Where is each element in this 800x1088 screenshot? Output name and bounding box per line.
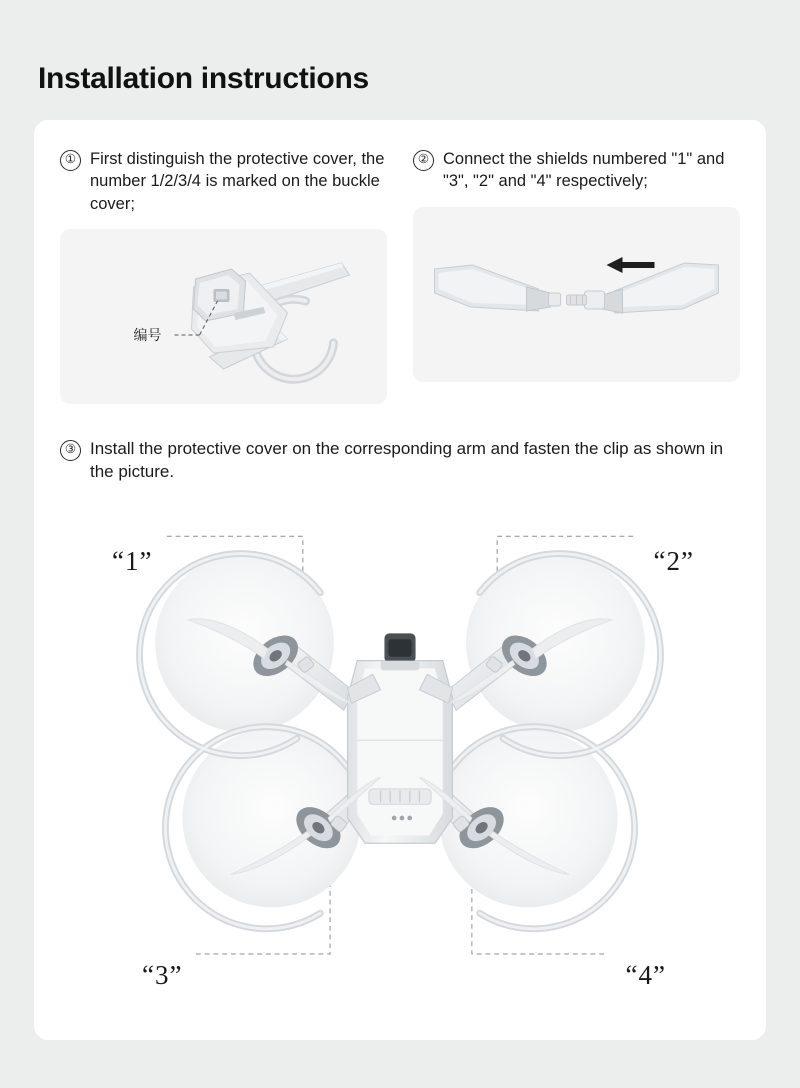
assembly-direction-arrow bbox=[607, 257, 655, 273]
step-1-text: First distinguish the protective cover, the number 1/2/3/4 is marked on the buckle cover; bbox=[90, 150, 385, 213]
label-front-left: “1” bbox=[112, 545, 153, 576]
step-3-head bbox=[60, 438, 740, 484]
step-2-text: Connect the shields numbered "1" and "3", "2" and "4" respectively; bbox=[443, 150, 725, 191]
step-1-figure-label: 编号 bbox=[133, 327, 162, 344]
steps-row bbox=[60, 148, 740, 404]
drone-body bbox=[348, 633, 453, 843]
step-1-number: ① bbox=[60, 150, 81, 171]
label-front-right: “2” bbox=[653, 545, 694, 576]
step-1 bbox=[60, 148, 387, 404]
step-1-head bbox=[60, 148, 387, 215]
shield-connection-illustration bbox=[413, 207, 740, 382]
label-rear-right: “4” bbox=[625, 959, 666, 990]
step-3-number: ③ bbox=[60, 440, 81, 461]
buckle-cover-number-illustration bbox=[60, 229, 387, 404]
label-rear-left: “3” bbox=[142, 959, 183, 990]
page-title: Installation instructions bbox=[38, 62, 369, 95]
step-2-head bbox=[413, 148, 740, 193]
step-3-text: Install the protective cover on the corresponding arm and fasten the clip as shown in the picture. bbox=[90, 438, 724, 481]
step-2 bbox=[413, 148, 740, 404]
drone-illustration bbox=[60, 490, 740, 1010]
step-1-figure bbox=[60, 229, 387, 404]
step-2-number: ② bbox=[413, 150, 434, 171]
step-3 bbox=[60, 438, 740, 484]
step-2-figure bbox=[413, 207, 740, 382]
instructions-card bbox=[34, 120, 766, 1040]
drone-assembly-figure bbox=[60, 490, 740, 1010]
